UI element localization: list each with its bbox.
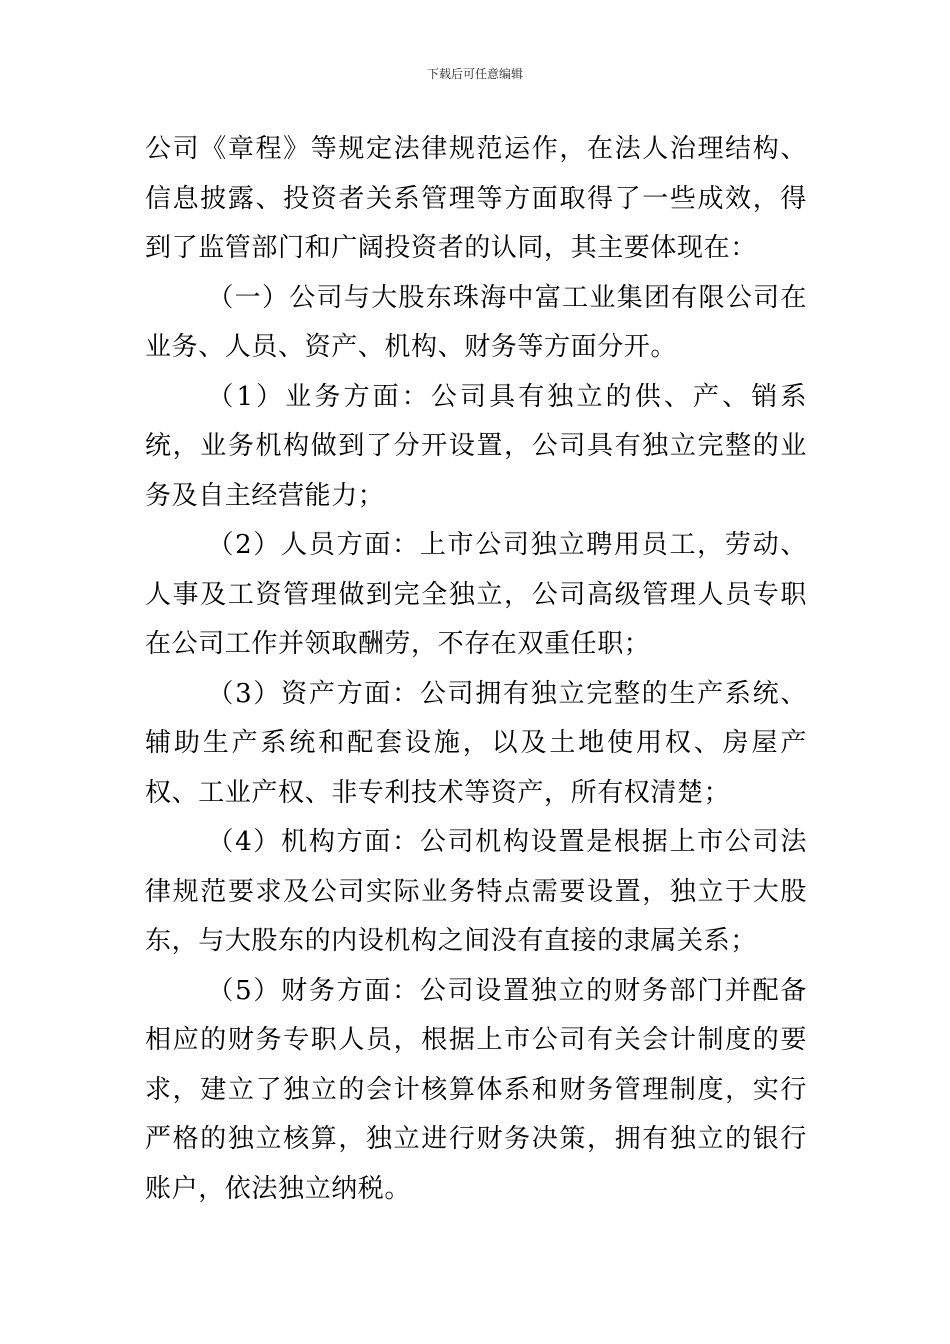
paragraph-personnel: （2）人员方面：上市公司独立聘用员工，劳动、人事及工资管理做到完全独立，公司高级管理人员专职在公司工作并领取酬劳，不存在双重任职；	[145, 530, 807, 659]
header-note: 下载后可任意编辑	[426, 67, 523, 81]
paragraph-intro: 公司《章程》等规定法律规范运作，在法人治理结构、信息披露、投资者关系管理等方面取得了一些成效，得到了监管部门和广阔投资者的认同，其主要体现在：	[145, 134, 807, 263]
paragraph-finance: （5）财务方面：公司设置独立的财务部门并配备相应的财务专职人员，根据上市公司有关会计制度的要求，建立了独立的会计核算体系和财务管理制度，实行严格的独立核算，独立进行财务决策，拥有独立的银行账户，依法独立纳税。	[145, 975, 807, 1204]
paragraph-organization: （4）机构方面：公司机构设置是根据上市公司法律规范要求及公司实际业务特点需要设置，独立于大股东，与大股东的内设机构之间没有直接的隶属关系；	[145, 827, 807, 956]
paragraph-business: （1）业务方面：公司具有独立的供、产、销系统，业务机构做到了分开设置，公司具有独立完整的业务及自主经营能力；	[145, 381, 807, 511]
paragraph-section-one: （一）公司与大股东珠海中富工业集团有限公司在业务、人员、资产、机构、财务等方面分开。	[145, 282, 807, 362]
paragraph-assets: （3）资产方面：公司拥有独立完整的生产系统、辅助生产系统和配套设施，以及土地使用权、房屋产权、工业产权、非专利技术等资产，所有权清楚；	[145, 678, 807, 808]
document-body	[145, 125, 807, 1214]
